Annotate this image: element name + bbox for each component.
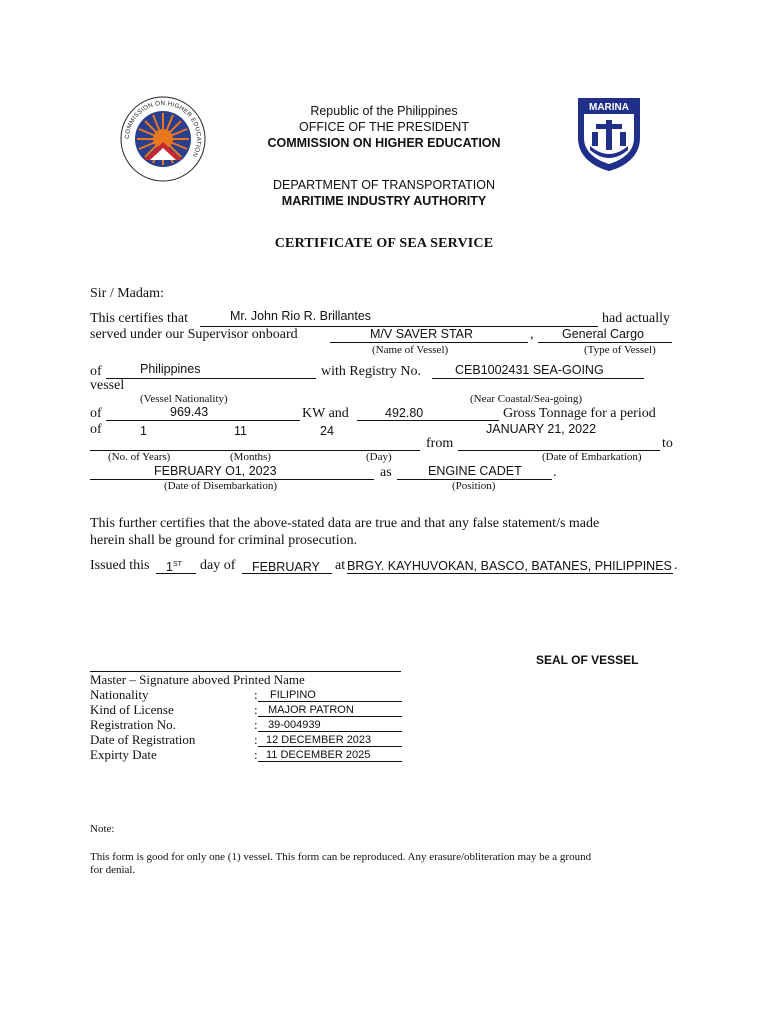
colon-registration-no: : — [254, 717, 258, 732]
master-signature-caption: Master – Signature aboved Printed Name — [90, 672, 305, 687]
seafarer-name: Mr. John Rio R. Brillantes — [230, 309, 372, 323]
header-dotr: DEPARTMENT OF TRANSPORTATION — [272, 178, 495, 192]
header-office-president: OFFICE OF THE PRESIDENT — [299, 120, 469, 134]
colon-registration-date: : — [254, 732, 258, 747]
position-value: ENGINE CADET — [428, 464, 522, 478]
disembarkation-date: FEBRUARY O1, 2023 — [154, 464, 277, 478]
label-gross-tonnage: Gross Tonnage for a period — [503, 406, 656, 421]
nationality-line — [106, 378, 316, 379]
label-served-under: served under our Supervisor onboard — [90, 327, 298, 342]
salutation: Sir / Madam: — [90, 286, 164, 301]
caption-disembarkation: (Date of Disembarkation) — [164, 480, 278, 492]
certificate-title: CERTIFICATE OF SEA SERVICE — [274, 236, 494, 251]
master-expiry-date-line — [258, 761, 402, 762]
master-registration-date-line — [258, 746, 402, 747]
issued-place-line — [347, 573, 673, 574]
vessel-name: M/V SAVER STAR — [370, 327, 474, 341]
master-registration-date: 12 DECEMBER 2023 — [266, 734, 372, 746]
label-at: at — [335, 558, 346, 573]
caption-vessel-name: (Name of Vessel) — [372, 344, 449, 356]
master-nationality-line — [258, 701, 402, 702]
note-line2: for denial. — [90, 864, 136, 876]
kw-value: 969.43 — [170, 405, 209, 419]
master-nationality: FILIPINO — [270, 689, 316, 701]
master-label-expiry-date: Expirty Date — [90, 747, 157, 762]
further-certifies-line2: herein shall be ground for criminal prosecution. — [90, 533, 358, 548]
label-of-2: of — [90, 406, 102, 421]
gross-line — [357, 420, 499, 421]
master-label-registration-no: Registration No. — [90, 717, 176, 732]
label-this-certifies: This certifies that — [90, 311, 188, 326]
label-of-3: of — [90, 422, 102, 437]
header-ched: COMMISSION ON HIGHER EDUCATION — [267, 136, 501, 150]
caption-nationality: (Vessel Nationality) — [140, 393, 228, 405]
label-from: from — [426, 436, 454, 451]
note-label: Note: — [90, 823, 115, 835]
label-registry: with Registry No. — [321, 364, 421, 379]
caption-day: (Day) — [366, 451, 392, 463]
master-registration-no: 39-004939 — [268, 719, 321, 731]
label-vessel: vessel — [90, 378, 125, 393]
years-value: 1 — [140, 424, 147, 438]
gross-tonnage-value: 492.80 — [385, 406, 424, 420]
seal-of-vessel-label: SEAL OF VESSEL — [536, 653, 639, 667]
caption-vessel-type: (Type of Vessel) — [584, 344, 656, 356]
end-period: . — [674, 558, 678, 573]
issued-day: 1ST — [166, 560, 182, 574]
master-license-line — [258, 716, 402, 717]
issued-place: BRGY. KAYHUVOKAN, BASCO, BATANES, PHILIPPINES — [347, 559, 672, 573]
comma: , — [530, 327, 534, 342]
caption-position: (Position) — [452, 480, 496, 492]
colon-nationality: : — [254, 687, 258, 702]
label-kw-and: KW and — [302, 406, 349, 421]
vessel-type-line — [538, 342, 672, 343]
days-value: 24 — [320, 424, 334, 438]
vessel-name-line — [330, 342, 528, 343]
issued-month: FEBRUARY — [252, 560, 320, 574]
label-issued-this: Issued this — [90, 558, 150, 573]
label-of-1: of — [90, 364, 102, 379]
colon-license: : — [254, 702, 258, 717]
kw-line — [106, 420, 300, 421]
vessel-nationality: Philippines — [140, 362, 201, 376]
svg-text:COMMISSION ON HIGHER EDUCATION: COMMISSION ON HIGHER EDUCATION — [123, 99, 203, 159]
master-expiry-date: 11 DECEMBER 2025 — [266, 749, 371, 761]
note-line1: This form is good for only one (1) vessel. This form can be reproduced. Any erasure/obliteration may be a ground — [90, 851, 592, 863]
master-label-license: Kind of License — [90, 702, 174, 717]
label-day-of: day of — [200, 558, 236, 573]
caption-embarkation: (Date of Embarkation) — [542, 451, 642, 463]
header-republic: Republic of the Philippines — [310, 104, 458, 118]
header-marina: MARITIME INDUSTRY AUTHORITY — [281, 194, 487, 208]
caption-months: (Months) — [230, 451, 271, 463]
label-had-actually: had actually — [602, 311, 671, 326]
vessel-type: General Cargo — [562, 327, 644, 341]
caption-near-coastal: (Near Coastal/Sea-going) — [470, 393, 583, 405]
embarkation-date: JANUARY 21, 2022 — [486, 422, 597, 436]
colon-expiry-date: : — [254, 747, 258, 762]
label-to: to — [662, 436, 673, 451]
master-registration-no-line — [258, 731, 402, 732]
period-mark: . — [553, 465, 557, 480]
further-certifies-line1: This further certifies that the above-stated data are true and that any false statement/s made — [90, 516, 600, 531]
master-license: MAJOR PATRON — [268, 704, 354, 716]
label-as: as — [380, 465, 392, 480]
months-value: 11 — [234, 424, 247, 438]
svg-text:MARINA: MARINA — [589, 102, 629, 113]
caption-years: (No. of Years) — [108, 451, 171, 463]
master-label-registration-date: Date of Registration — [90, 732, 196, 747]
master-label-nationality: Nationality — [90, 687, 149, 702]
registry-number: CEB1002431 SEA-GOING — [455, 363, 604, 377]
registry-line — [432, 378, 644, 379]
